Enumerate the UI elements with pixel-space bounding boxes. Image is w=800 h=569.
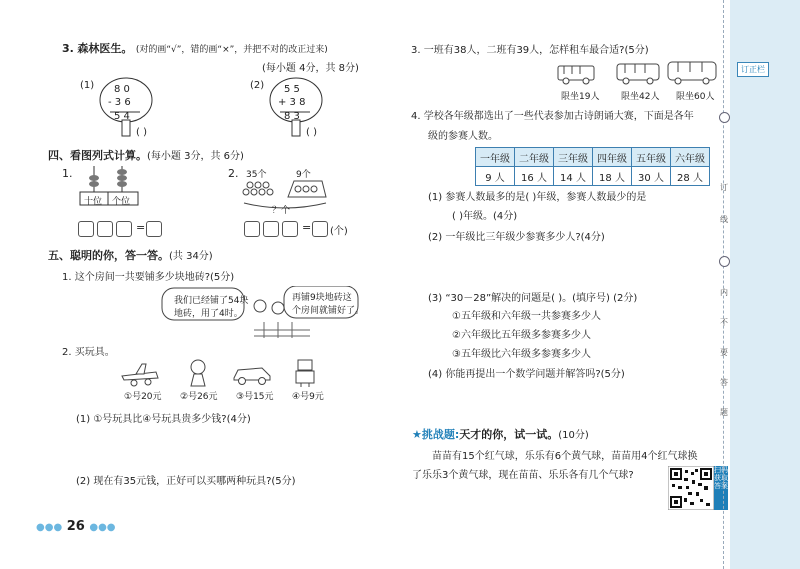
- tree-1-row3: 5 4: [114, 111, 130, 122]
- challenge-star-label: ★挑战题:: [412, 428, 460, 441]
- q4-part1-line1: (1) 参赛人数最多的是( )年级，参赛人数最少的是: [428, 192, 647, 203]
- vehicle-1-capacity: 限坐19人: [561, 92, 600, 102]
- section5-q1: 1. 这个房间一共要铺多少块地砖?(5分): [62, 272, 235, 283]
- count-left: 35个: [246, 170, 267, 180]
- equals-sign: =: [302, 221, 312, 234]
- q3-heading: [62, 40, 328, 56]
- binding-hole: [719, 256, 730, 267]
- table-cell: 9 人: [476, 167, 515, 186]
- table-row: [476, 167, 710, 186]
- section5-title: 五、聪明的你，答一答。: [48, 249, 169, 262]
- binding-char: 内: [720, 288, 728, 297]
- page-dots-right: ●●●: [89, 522, 116, 533]
- tree-2-row1: 5 5: [284, 84, 300, 95]
- q3-title: 森林医生。: [77, 42, 133, 55]
- vehicle-3-capacity: 限坐60人: [676, 92, 715, 102]
- q4-part2: (2) 一年级比三年级少参赛多少人?(4分): [428, 232, 605, 243]
- challenge-score: (10分): [558, 430, 589, 441]
- airplane-toy-icon: [118, 360, 162, 388]
- bubble1-line2: 地砖，用了4时。: [174, 309, 243, 319]
- answer-box[interactable]: [116, 221, 132, 237]
- count-question: ？个: [272, 206, 291, 216]
- answer-box[interactable]: [78, 221, 94, 237]
- q3-part2-label: (2): [250, 80, 265, 91]
- bus-icon: [615, 60, 661, 86]
- abacus-label-tens: 十位: [84, 197, 103, 207]
- minibus-icon: [556, 62, 596, 86]
- q3-number: 3.: [62, 42, 74, 55]
- bubble1-line1: 我们已经铺了54块: [174, 296, 249, 306]
- page-number-text: 26: [66, 519, 85, 534]
- table-header-cell: 三年级: [554, 148, 593, 167]
- answer-box[interactable]: [282, 221, 298, 237]
- binding-hole: [719, 112, 730, 123]
- robot-toy-icon: [292, 358, 318, 388]
- answer-box[interactable]: [244, 221, 260, 237]
- answer-box[interactable]: [97, 221, 113, 237]
- right-q3: 3. 一班有38人，二班有39人，怎样租车最合适?(5分): [411, 45, 649, 56]
- answer-box[interactable]: [263, 221, 279, 237]
- q4-part3-option3: ③五年级比六年级多参赛多少人: [452, 349, 591, 360]
- doll-toy-icon: [186, 358, 210, 388]
- table-header-cell: 四年级: [593, 148, 632, 167]
- challenge-line1: 苗苗有15个红气球，乐乐有6个黄气球，苗苗用4个红气球换: [432, 451, 698, 462]
- q4-part4: (4) 你能再提出一个数学问题并解答吗?(5分): [428, 369, 625, 380]
- binding-char: 订: [720, 183, 728, 192]
- section4-score: (每小题 3分，共 6分): [147, 151, 244, 162]
- binding-char: 要: [720, 348, 728, 357]
- binding-char: 不: [720, 318, 728, 327]
- q3-instruction: (对的画“√”，错的画“×”，并把不对的改正过来): [135, 45, 328, 55]
- equals-sign: =: [136, 221, 146, 234]
- section4-q1-number: 1.: [62, 167, 73, 180]
- section4-q2-number: 2.: [228, 167, 239, 180]
- table-header-cell: 一年级: [476, 148, 515, 167]
- binding-char: 线: [720, 215, 728, 224]
- correction-strip-tag: 订正栏: [737, 62, 769, 77]
- page-dots-left: ●●●: [36, 522, 63, 533]
- abacus-label-ones: 个位: [112, 197, 131, 207]
- table-cell: 30 人: [632, 167, 671, 186]
- challenge-line2: 了乐乐3个黄气球，现在苗苗、乐乐各有几个气球?: [412, 470, 634, 481]
- table-header-cell: 五年级: [632, 148, 671, 167]
- table-header-cell: 六年级: [671, 148, 710, 167]
- count-right: 9个: [296, 170, 311, 180]
- q3-part1-label: (1): [80, 80, 95, 91]
- section5-q2: 2. 买玩具。: [62, 347, 115, 358]
- section5-q2-part2: (2) 现在有35元钱，正好可以买哪两种玩具?(5分): [76, 476, 296, 487]
- toy-1-price: ①号20元: [124, 392, 162, 402]
- q4-part3: (3) “30－28”解决的问题是( )。(填序号) (2分): [428, 293, 638, 304]
- table-header-row: [476, 148, 710, 167]
- tree-2-answer[interactable]: ( ): [306, 127, 317, 138]
- toy-3-price: ③号15元: [236, 392, 274, 402]
- binding-char: 题: [720, 408, 728, 417]
- q4-part1-line2: ( )年级。(4分): [452, 211, 518, 222]
- right-q4-line2: 级的参赛人数。: [428, 131, 498, 142]
- toy-4-price: ④号9元: [292, 392, 324, 402]
- binding-char: 答: [720, 378, 728, 387]
- section5-q2-part1: (1) ①号玩具比④号玩具贵多少钱?(4分): [76, 414, 251, 425]
- table-cell: 14 人: [554, 167, 593, 186]
- answer-box[interactable]: [146, 221, 162, 237]
- unit-label: (个): [330, 226, 348, 237]
- bubble2-line2: 个房间就铺好了。: [292, 306, 365, 316]
- section4-title: 四、看图列式计算。: [48, 149, 147, 162]
- participants-table: [475, 147, 710, 186]
- challenge-heading: [412, 426, 589, 442]
- tree-2-row2: + 3 8: [278, 97, 306, 108]
- bubble2-line1: 再铺9块地砖这: [292, 293, 352, 303]
- toy-2-price: ②号26元: [180, 392, 218, 402]
- table-cell: 28 人: [671, 167, 710, 186]
- tree-1-answer[interactable]: ( ): [136, 127, 147, 138]
- vehicle-2-capacity: 限坐42人: [621, 92, 660, 102]
- answer-box[interactable]: [312, 221, 328, 237]
- page-number: [36, 519, 116, 534]
- binding-margin: [718, 0, 730, 569]
- section5-heading: [48, 247, 213, 263]
- q3-score: (每小题 4分，共 8分): [262, 63, 359, 74]
- coach-bus-icon: [666, 58, 718, 86]
- section4-heading: [48, 147, 244, 163]
- binding-dashed-line: [723, 0, 724, 569]
- tree-2-row3: 8 3: [284, 111, 300, 122]
- q4-part3-option1: ①五年级和六年级一共参赛多少人: [452, 311, 601, 322]
- tree-1-row2: - 3 6: [108, 97, 131, 108]
- table-header-cell: 二年级: [515, 148, 554, 167]
- tree-1-row1: 8 0: [114, 84, 130, 95]
- table-cell: 16 人: [515, 167, 554, 186]
- right-q4-line1: 4. 学校各年级都选出了一些代表参加古诗朗诵大赛，下面是各年: [411, 111, 694, 122]
- challenge-title: 天才的你，试一试。: [459, 428, 559, 441]
- table-cell: 18 人: [593, 167, 632, 186]
- car-toy-icon: [232, 362, 272, 386]
- q4-part3-option2: ②六年级比五年级多参赛多少人: [452, 330, 591, 341]
- section5-score: (共 34分): [169, 251, 213, 262]
- correction-strip: [730, 0, 800, 569]
- qr-code-icon[interactable]: [668, 466, 714, 510]
- qr-label: 扫码获取答案: [714, 466, 728, 510]
